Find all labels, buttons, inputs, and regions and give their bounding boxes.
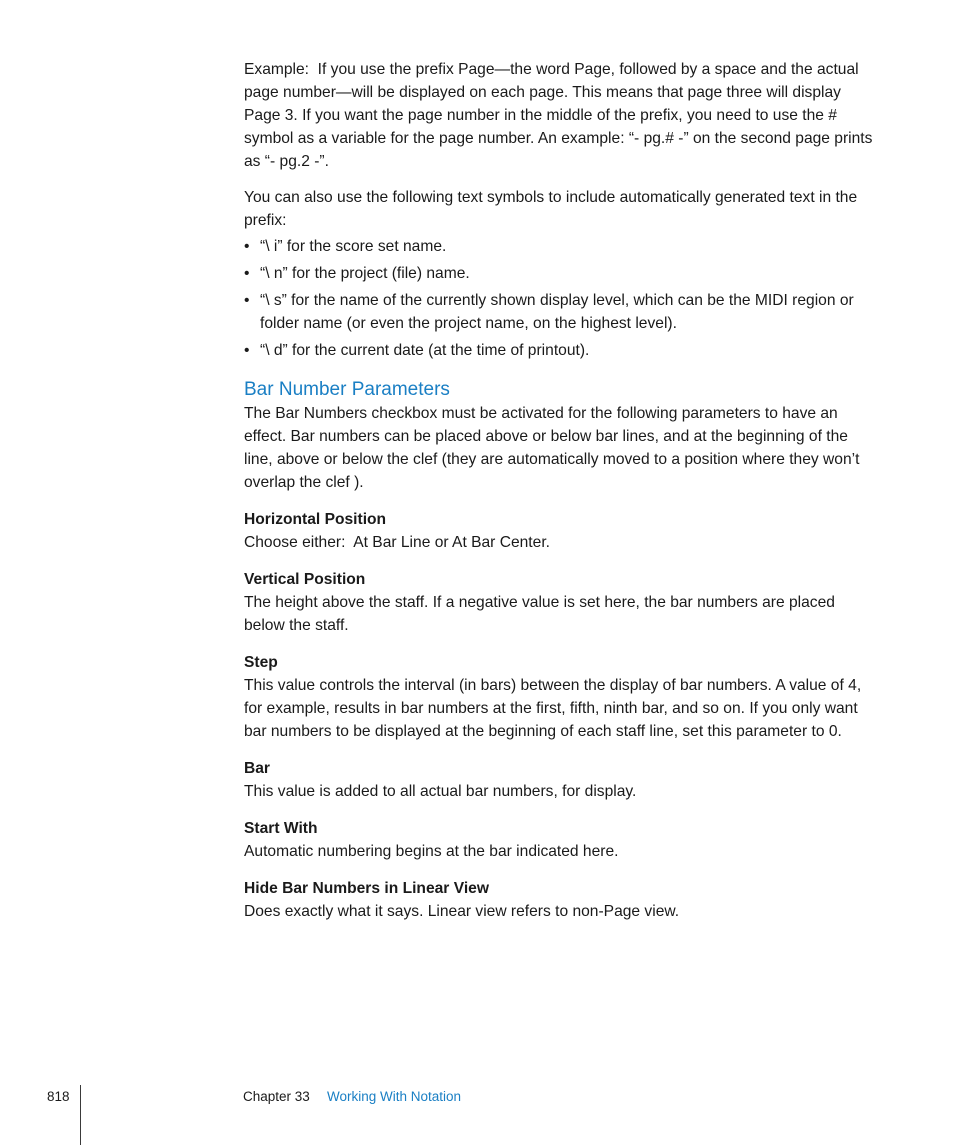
example-paragraph: Example: If you use the prefix Page—the word Page, followed by a space and the actual page number—will be displayed on each page. This means that page three will display Page 3. If you want the page number in the middle of the prefix, you need to use the # symbol as a variable for the page number. An example: “- pg.# -” on the second page prints as “- pg.2 -”. xyxy=(244,61,873,170)
parameter-title: Step xyxy=(244,654,278,671)
parameter-title: Horizontal Position xyxy=(244,511,387,528)
symbols-list xyxy=(244,235,874,362)
parameter-title: Hide Bar Numbers in Linear View xyxy=(244,880,489,897)
parameter-title: Start With xyxy=(244,820,318,837)
parameter-description: The height above the staff. If a negative value is set here, the bar numbers are placed below the staff. xyxy=(244,594,835,634)
list-item xyxy=(244,262,874,285)
parameter-bar xyxy=(244,757,874,803)
parameter-description: Choose either: At Bar Line or At Bar Center. xyxy=(244,534,550,551)
list-item-text: “\ s” for the name of the currently shown display level, which can be the MIDI region or folder name (or even the project name, on the highest level). xyxy=(260,292,854,332)
parameter-title: Vertical Position xyxy=(244,571,366,588)
page-footer xyxy=(0,1085,954,1145)
symbols-paragraph: You can also use the following text symbols to include automatically generated text in the prefix: xyxy=(244,189,858,229)
list-item-text: “\ n” for the project (file) name. xyxy=(260,265,470,282)
section-heading: Bar Number Parameters xyxy=(244,379,450,400)
parameter-vertical-position xyxy=(244,568,874,637)
parameter-step xyxy=(244,651,874,743)
section-intro: The Bar Numbers checkbox must be activated for the following parameters to have an effect. Bar numbers can be placed above or below bar lines, and at the beginning of the line, above or below the clef (they are automatically moved to a position where they won’t overlap the clef ). xyxy=(244,405,860,491)
bullet-icon: • xyxy=(244,292,250,309)
parameter-description: Does exactly what it says. Linear view refers to non-Page view. xyxy=(244,903,680,920)
parameter-description: This value controls the interval (in bars) between the display of bar numbers. A value of 4, for example, results in bar numbers at the first, fifth, ninth bar, and so on. If you only want bar numbers to be displayed at the beginning of each staff line, set this parameter to 0. xyxy=(244,677,862,740)
page-number: 818 xyxy=(47,1089,70,1104)
parameter-title: Bar xyxy=(244,760,271,777)
chapter-label: Chapter 33 xyxy=(243,1089,310,1104)
list-item-text: “\ i” for the score set name. xyxy=(260,238,447,255)
list-item xyxy=(244,339,874,362)
bullet-icon: • xyxy=(244,238,250,255)
bullet-icon: • xyxy=(244,265,250,282)
parameter-hide-bar-numbers xyxy=(244,877,874,923)
parameter-description: This value is added to all actual bar numbers, for display. xyxy=(244,783,637,800)
list-item-text: “\ d” for the current date (at the time of printout). xyxy=(260,342,590,359)
parameter-description: Automatic numbering begins at the bar indicated here. xyxy=(244,843,619,860)
chapter-title-link[interactable]: Working With Notation xyxy=(327,1089,462,1104)
bullet-icon: • xyxy=(244,342,250,359)
list-item xyxy=(244,289,874,335)
footer-divider xyxy=(80,1085,81,1145)
parameter-horizontal-position xyxy=(244,508,874,554)
list-item xyxy=(244,235,874,258)
page-content xyxy=(244,58,874,923)
parameter-start-with xyxy=(244,817,874,863)
